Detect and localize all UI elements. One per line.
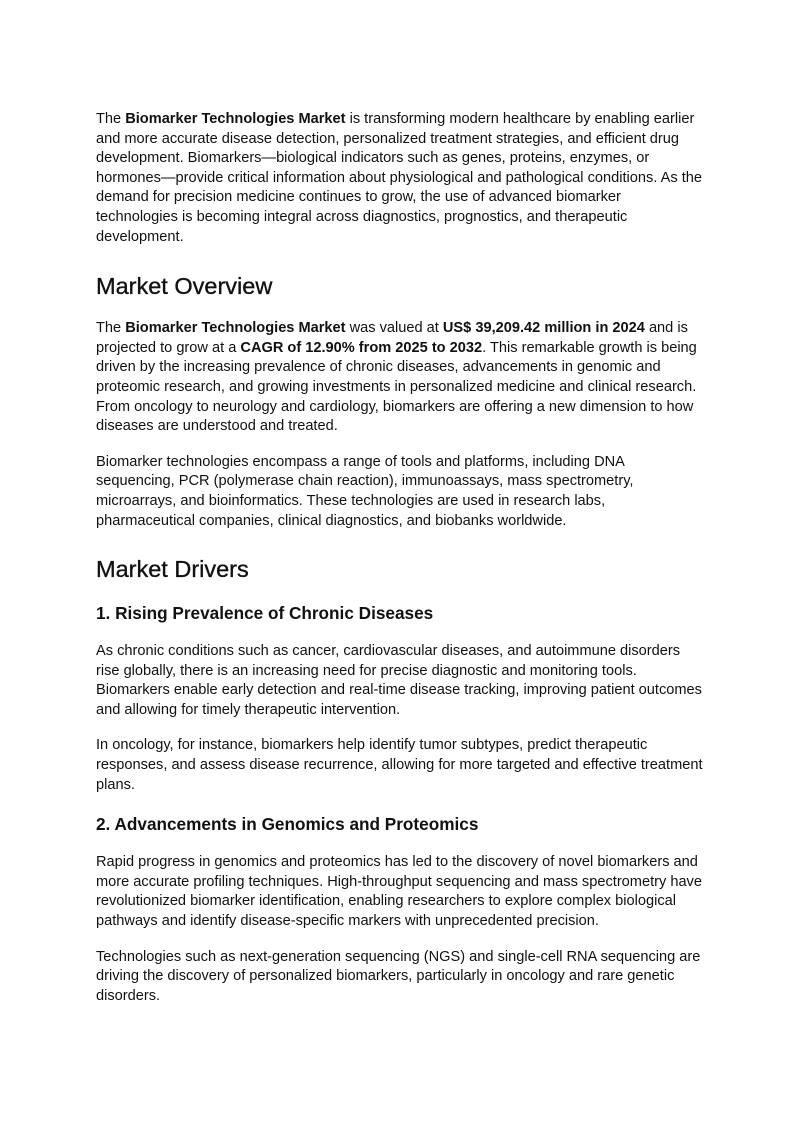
market-overview-paragraph-2: Biomarker technologies encompass a range of tools and platforms, including DNA sequencing, PCR (polymerase chain reaction), immunoassays, mass spectrometry, microarrays, and bioinformatics. These technologies are used in research labs, pharmaceutical companies, clinical diagnostics, and biobanks worldwide. (96, 453, 634, 529)
overview-text-2: was valued at (345, 320, 443, 337)
driver-1-paragraph-1: As chronic conditions such as cancer, cardiovascular diseases, and autoimmune disorders rise globally, there is an increasing need for precise diagnostic and monitoring tools. Biomarkers enable early detection and real-time disease tracking, improving patient outcomes and allowing for timely therapeutic intervention. (96, 643, 702, 718)
overview-market-name: Biomarker Technologies Market (125, 320, 346, 337)
driver-2-heading: 2. Advancements in Genomics and Proteomics (96, 814, 479, 835)
driver-2-paragraph-2: Technologies such as next-generation sequencing (NGS) and single-cell RNA sequencing are driving the discovery of personalized biomarkers, particularly in oncology and rare genetic disorders. (96, 948, 701, 1004)
document-page (96, 110, 706, 1006)
overview-text-4: . This remarkable growth is being driven by the increasing prevalence of chronic diseases, advancements in genomic and proteomic research, and growing investments in personalized medicine and clinical research. From oncology to neurology and cardiology, biomarkers are offering a new dimension to how diseases are understood and treated. (96, 339, 697, 435)
overview-text-3: and is projected to grow at a (96, 320, 688, 356)
intro-market-name: Biomarker Technologies Market (125, 111, 346, 127)
market-drivers-heading: Market Drivers (96, 556, 249, 583)
intro-lead: The (96, 111, 126, 127)
overview-market-value: US$ 39,209.42 million in 2024 (442, 320, 645, 337)
overview-cagr: CAGR of 12.90% from 2025 to 2032 (240, 339, 483, 356)
driver-1-paragraph-2: In oncology, for instance, biomarkers help identify tumor subtypes, predict therapeutic responses, and assess disease recurrence, allowing for more targeted and effective treatment plans. (96, 737, 703, 793)
driver-2-paragraph-1: Rapid progress in genomics and proteomics has led to the discovery of novel biomarkers and more accurate profiling techniques. High-throughput sequencing and mass spectrometry have revolutionized biomarker identification, enabling researchers to explore complex biological pathways and identify disease-specific markers with unprecedented precision. (96, 854, 702, 930)
intro-body: is transforming modern healthcare by enabling earlier and more accurate disease detection, personalized treatment strategies, and efficient drug development. Biomarkers—biological indicators such as genes, proteins, enzymes, or hormones—provide critical information about physiological and pathological conditions. As the demand for precision medicine continues to grow, the use of advanced biomarker technologies is becoming integral across diagnostics, prognostics, and therapeutic development. (96, 111, 702, 245)
market-overview-heading: Market Overview (96, 273, 273, 300)
driver-1-heading: 1. Rising Prevalence of Chronic Diseases (96, 603, 434, 624)
intro-paragraph (96, 110, 706, 247)
overview-text-1: The (96, 320, 126, 337)
market-overview-paragraph-1 (96, 319, 706, 437)
